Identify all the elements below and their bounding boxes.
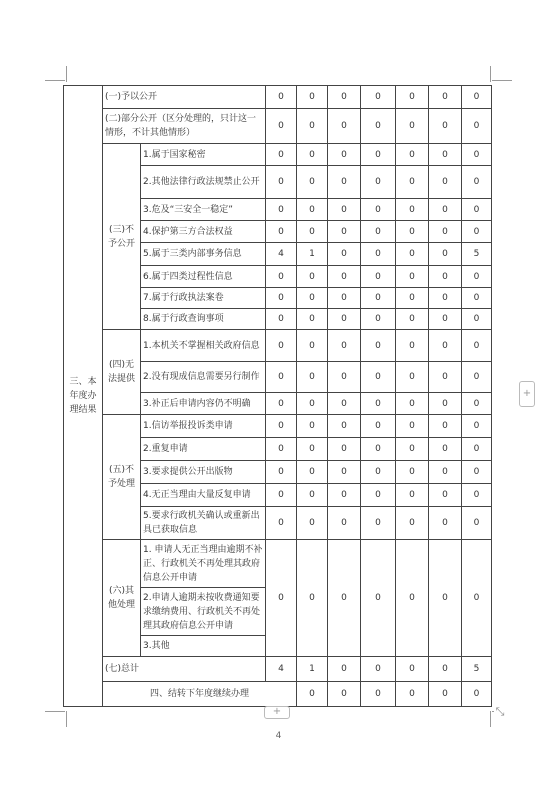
value-cell: 0 [361, 362, 396, 393]
value-cell: 0 [462, 362, 492, 393]
value-cell: 0 [429, 86, 462, 109]
value-cell: 0 [462, 415, 492, 438]
value-cell: 0 [266, 288, 297, 309]
value-cell: 0 [462, 507, 492, 540]
value-cell: 0 [297, 109, 328, 144]
value-cell: 0 [462, 109, 492, 144]
value-cell: 0 [361, 86, 396, 109]
value-cell: 0 [462, 484, 492, 507]
crop-mark-tr-v [490, 66, 491, 82]
value-cell: 0 [429, 109, 462, 144]
sub-row-label: 6.属于四类过程性信息 [141, 266, 266, 288]
crop-mark-tr-h [492, 80, 512, 81]
value-cell: 0 [361, 144, 396, 166]
value-cell: 0 [429, 362, 462, 393]
value-cell: 0 [429, 540, 462, 657]
value-cell: 0 [297, 221, 328, 243]
value-cell: 0 [429, 199, 462, 221]
crop-mark-br-v [490, 711, 491, 727]
value-cell: 0 [266, 266, 297, 288]
value-cell: 0 [328, 393, 361, 415]
value-cell: 0 [462, 540, 492, 657]
sub-row-label: 2.重复申请 [141, 438, 266, 461]
value-cell: 0 [297, 682, 328, 707]
value-cell: 0 [266, 221, 297, 243]
value-cell: 0 [361, 540, 396, 657]
crop-mark-tl-h [45, 80, 65, 81]
value-cell: 0 [396, 507, 429, 540]
value-cell: 0 [328, 330, 361, 362]
value-cell: 0 [429, 507, 462, 540]
group-label-no-disclosure: (三)不予公开 [103, 144, 141, 330]
value-cell: 0 [297, 415, 328, 438]
row-label: (一)予以公开 [103, 86, 266, 109]
value-cell: 0 [328, 438, 361, 461]
section-label: 三、本年度办理结果 [64, 86, 103, 707]
value-cell: 0 [429, 682, 462, 707]
value-cell: 0 [462, 86, 492, 109]
table-row [64, 330, 492, 362]
results-table-body [64, 86, 492, 707]
add-right-button[interactable]: + [519, 381, 535, 407]
sub-row-label: 1.信访举报投诉类申请 [141, 415, 266, 438]
value-cell: 0 [361, 288, 396, 309]
sub-row-label: 4.保护第三方合法权益 [141, 221, 266, 243]
table-row [64, 86, 492, 109]
table-row [64, 144, 492, 166]
table-row [64, 415, 492, 438]
sub-row-label: 2.申请人逾期未按收费通知要求缴纳费用、行政机关不再处理其政府信息公开申请 [141, 588, 266, 636]
value-cell: 0 [462, 438, 492, 461]
value-cell: 0 [361, 438, 396, 461]
value-cell: 0 [328, 540, 361, 657]
value-cell: 0 [396, 144, 429, 166]
value-cell: 0 [462, 393, 492, 415]
value-cell: 0 [328, 484, 361, 507]
table-row [64, 109, 492, 144]
value-cell: 0 [266, 507, 297, 540]
page-number: 4 [275, 731, 282, 741]
value-cell: 0 [462, 266, 492, 288]
value-cell: 0 [266, 309, 297, 330]
value-cell: 0 [462, 199, 492, 221]
value-cell: 0 [462, 330, 492, 362]
sub-row-label: 1.本机关不掌握相关政府信息 [141, 330, 266, 362]
value-cell: 0 [297, 507, 328, 540]
value-cell: 0 [297, 309, 328, 330]
value-cell: 0 [328, 86, 361, 109]
value-cell: 0 [328, 243, 361, 266]
results-table [63, 85, 492, 707]
value-cell: 0 [328, 199, 361, 221]
value-cell: 0 [462, 144, 492, 166]
value-cell: 0 [429, 415, 462, 438]
value-cell: 0 [396, 243, 429, 266]
crop-mark-tl-v [66, 66, 67, 82]
value-cell: 0 [361, 484, 396, 507]
table-row [64, 657, 492, 682]
value-cell: 0 [297, 393, 328, 415]
value-cell: 0 [396, 309, 429, 330]
value-cell: 0 [266, 109, 297, 144]
value-cell: 0 [361, 309, 396, 330]
value-cell: 0 [266, 540, 297, 657]
value-cell: 0 [396, 393, 429, 415]
value-cell: 0 [297, 288, 328, 309]
value-cell: 0 [361, 109, 396, 144]
value-cell: 0 [429, 166, 462, 199]
value-cell: 0 [396, 461, 429, 484]
add-bottom-button[interactable]: + [264, 706, 290, 719]
value-cell: 0 [361, 507, 396, 540]
value-cell: 0 [361, 266, 396, 288]
value-cell: 0 [328, 221, 361, 243]
value-cell: 1 [297, 243, 328, 266]
value-cell: 0 [429, 484, 462, 507]
value-cell: 0 [328, 507, 361, 540]
value-cell: 0 [328, 266, 361, 288]
value-cell: 0 [328, 682, 361, 707]
value-cell: 0 [396, 484, 429, 507]
value-cell: 1 [297, 657, 328, 682]
value-cell: 0 [297, 330, 328, 362]
value-cell: 0 [396, 415, 429, 438]
value-cell: 0 [328, 657, 361, 682]
value-cell: 4 [266, 657, 297, 682]
value-cell: 0 [396, 438, 429, 461]
value-cell: 0 [328, 415, 361, 438]
value-cell: 0 [396, 682, 429, 707]
value-cell: 0 [429, 330, 462, 362]
value-cell: 0 [266, 461, 297, 484]
value-cell: 0 [266, 415, 297, 438]
value-cell: 0 [429, 266, 462, 288]
value-cell: 0 [328, 362, 361, 393]
value-cell: 0 [462, 221, 492, 243]
value-cell: 0 [328, 144, 361, 166]
table-row [64, 682, 492, 707]
value-cell: 0 [429, 288, 462, 309]
value-cell: 0 [361, 415, 396, 438]
resize-corner-icon[interactable]: ⤡ [495, 705, 505, 718]
value-cell: 0 [266, 438, 297, 461]
value-cell: 0 [297, 199, 328, 221]
row-label-carryover: 四、结转下年度继续办理 [103, 682, 297, 707]
value-cell: 0 [429, 461, 462, 484]
value-cell: 0 [462, 288, 492, 309]
value-cell: 0 [361, 166, 396, 199]
value-cell: 0 [361, 393, 396, 415]
value-cell: 0 [429, 309, 462, 330]
value-cell: 0 [361, 330, 396, 362]
group-label-cannot-provide: (四)无法提供 [103, 330, 141, 415]
sub-row-label: 2.没有现成信息需要另行制作 [141, 362, 266, 393]
value-cell: 0 [396, 330, 429, 362]
value-cell: 0 [266, 330, 297, 362]
value-cell: 0 [462, 166, 492, 199]
value-cell: 0 [266, 362, 297, 393]
value-cell: 0 [361, 199, 396, 221]
sub-row-label: 3.补正后申请内容仍不明确 [141, 393, 266, 415]
value-cell: 0 [429, 243, 462, 266]
sub-row-label: 3.其他 [141, 636, 266, 657]
value-cell: 0 [396, 657, 429, 682]
value-cell: 0 [297, 540, 328, 657]
value-cell: 0 [297, 461, 328, 484]
value-cell: 0 [297, 266, 328, 288]
row-label-total: (七)总计 [103, 657, 266, 682]
value-cell: 0 [361, 243, 396, 266]
sub-row-label: 8.属于行政查询事项 [141, 309, 266, 330]
value-cell: 0 [396, 288, 429, 309]
value-cell: 0 [328, 461, 361, 484]
value-cell: 0 [266, 86, 297, 109]
value-cell: 0 [462, 682, 492, 707]
group-label-other-processing: (六)其他处理 [103, 540, 141, 657]
value-cell: 0 [266, 166, 297, 199]
value-cell: 0 [297, 362, 328, 393]
sub-row-label: 7.属于行政执法案卷 [141, 288, 266, 309]
value-cell: 0 [429, 221, 462, 243]
value-cell: 5 [462, 243, 492, 266]
value-cell: 0 [429, 438, 462, 461]
value-cell: 0 [396, 221, 429, 243]
value-cell: 0 [396, 109, 429, 144]
sub-row-label: 1.属于国家秘密 [141, 144, 266, 166]
value-cell: 0 [297, 166, 328, 199]
value-cell: 0 [396, 166, 429, 199]
sub-row-label: 1. 申请人无正当理由逾期不补正、行政机关不再处理其政府信息公开申请 [141, 540, 266, 588]
value-cell: 0 [297, 438, 328, 461]
group-label-no-processing: (五)不予处理 [103, 415, 141, 540]
value-cell: 0 [297, 484, 328, 507]
sub-row-label: 2.其他法律行政法规禁止公开 [141, 166, 266, 199]
crop-mark-bl-h [45, 711, 65, 712]
value-cell: 0 [462, 309, 492, 330]
value-cell: 0 [429, 393, 462, 415]
value-cell: 0 [361, 461, 396, 484]
value-cell: 0 [429, 144, 462, 166]
row-label: (二)部分公开（区分处理的，只计这一情形，不计其他情形） [103, 109, 266, 144]
value-cell: 0 [328, 309, 361, 330]
value-cell: 0 [396, 86, 429, 109]
value-cell: 0 [429, 657, 462, 682]
sub-row-label: 5.要求行政机关确认或重新出具已获取信息 [141, 507, 266, 540]
value-cell: 0 [361, 221, 396, 243]
value-cell: 4 [266, 243, 297, 266]
sub-row-label: 3.危及“三安全一稳定” [141, 199, 266, 221]
crop-mark-bl-v [66, 711, 67, 727]
value-cell: 0 [396, 266, 429, 288]
value-cell: 0 [396, 199, 429, 221]
value-cell: 0 [266, 144, 297, 166]
value-cell: 0 [396, 540, 429, 657]
sub-row-label: 4.无正当理由大量反复申请 [141, 484, 266, 507]
sub-row-label: 3.要求提供公开出版物 [141, 461, 266, 484]
value-cell: 0 [328, 109, 361, 144]
value-cell: 0 [266, 199, 297, 221]
value-cell: 0 [361, 657, 396, 682]
value-cell: 0 [297, 144, 328, 166]
table-row [64, 540, 492, 588]
value-cell: 0 [266, 484, 297, 507]
value-cell: 0 [462, 461, 492, 484]
value-cell: 0 [328, 288, 361, 309]
value-cell: 5 [462, 657, 492, 682]
value-cell: 0 [361, 682, 396, 707]
value-cell: 0 [266, 393, 297, 415]
value-cell: 0 [297, 86, 328, 109]
value-cell: 0 [396, 362, 429, 393]
value-cell: 0 [328, 166, 361, 199]
sub-row-label: 5.属于三类内部事务信息 [141, 243, 266, 266]
